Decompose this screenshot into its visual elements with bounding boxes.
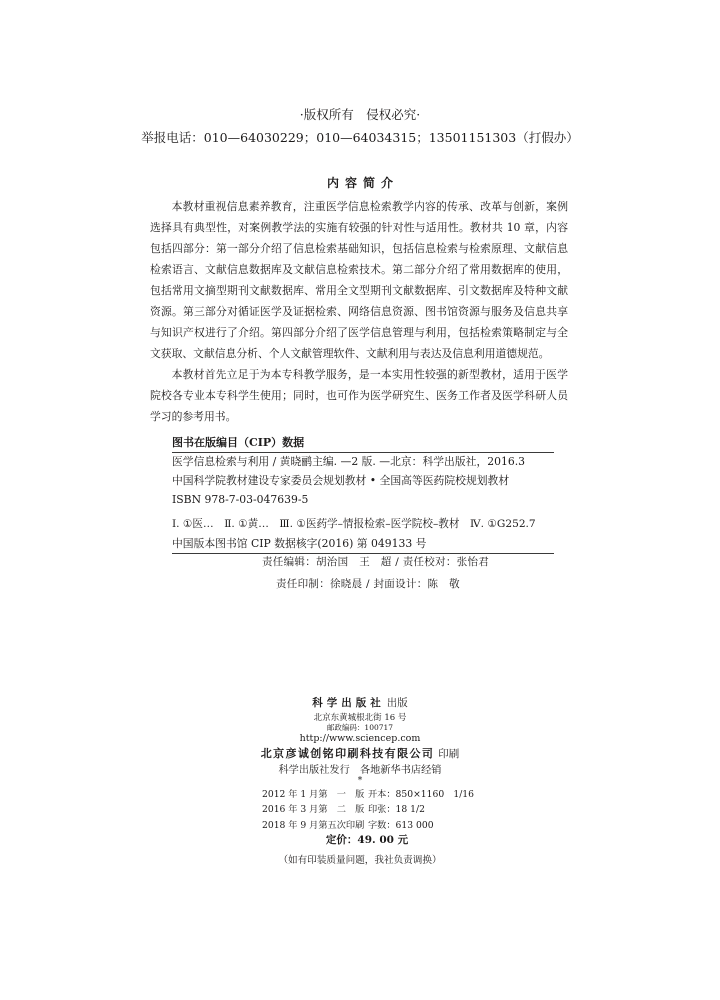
- print-label: 印刷: [438, 748, 460, 760]
- edition-row: [262, 803, 425, 817]
- summary-line: 包括常用文摘型期刊文献数据库、常用全文型期刊文献数据库、引文数据库及特种文献: [150, 284, 568, 297]
- publisher-line: [0, 696, 720, 710]
- summary-line: 包括四部分：第一部分介绍了信息检索基础知识，包括信息检索与检索原理、文献信息: [150, 242, 568, 255]
- piracy-report-hotline: 举报电话：010—64030229；010—64034315；13501151303（打假办）: [141, 130, 579, 145]
- quality-notice: （如有印装质量问题，我社负责调换）: [278, 855, 442, 866]
- edition-info: 2016 年 3 月第 二 版: [262, 804, 365, 815]
- edition-row: [262, 819, 434, 833]
- edition-spec: 印张：18 1/2: [368, 804, 425, 815]
- edition-row: [262, 788, 474, 802]
- publish-label: 出版: [386, 697, 408, 709]
- printer-name: 北京彦诚创铭印刷科技有限公司: [260, 747, 435, 760]
- cip-bottom-rule: [172, 553, 554, 554]
- cip-record-line: 中国科学院教材建设专家委员会规划教材 • 全国高等医药院校规划教材: [172, 474, 510, 487]
- cip-classification: Ⅰ. ①医… Ⅱ. ①黄… Ⅲ. ①医药学–情报检索–医学院校–教材 Ⅳ. ①G252.7: [172, 518, 536, 530]
- summary-line: 资源。第三部分对循证医学及证据检索、网络信息资源、图书馆资源与服务及信息共享: [150, 305, 568, 318]
- summary-line: 与知识产权进行了介绍。第四部分介绍了医学信息管理与利用，包括检索策略制定与全: [150, 326, 568, 339]
- cip-record-line: 医学信息检索与利用 / 黄晓鹂主编. —2 版. —北京：科学出版社，2016.3: [172, 455, 526, 468]
- publisher-postcode: 邮政编码：100717: [326, 723, 394, 732]
- summary-line: 本教材首先立足于为本专科教学服务，是一本实用性较强的新型教材，适用于医学: [171, 368, 568, 381]
- edition-spec: 字数：613 000: [368, 820, 434, 831]
- distribution-line: 科学出版社发行 各地新华书店经销: [278, 765, 442, 776]
- printer-line: [0, 747, 720, 761]
- summary-title: 内容简介: [326, 176, 399, 190]
- summary-line: 文获取、文献信息分析、个人文献管理软件、文献利用与表达及信息利用道德规范。: [150, 347, 550, 360]
- publisher-name: 科学出版社: [312, 697, 385, 709]
- price: 定价：49. 00 元: [325, 834, 409, 846]
- publisher-website: http://www.sciencep.com: [299, 733, 421, 744]
- separator-asterisk: *: [357, 776, 363, 786]
- summary-body: [150, 196, 568, 427]
- cip-heading: 图书在版编目（CIP）数据: [172, 436, 305, 449]
- edition-spec: 开本：850×1160 1/16: [368, 789, 474, 800]
- publisher-address: 北京东黄城根北街 16 号: [313, 713, 407, 723]
- summary-line: 检索语言、文献信息数据库及文献信息检索技术。第二部分介绍了常用数据库的使用，: [150, 263, 568, 276]
- cip-record: [172, 452, 525, 509]
- summary-line: 学习的参考用书。: [150, 410, 237, 423]
- summary-line: 选择具有典型性，对案例教学法的实施有较强的针对性与适用性。教材共 10 章，内容: [150, 221, 568, 234]
- cip-approval-number: 中国版本图书馆 CIP 数据核字(2016) 第 049133 号: [172, 537, 427, 550]
- production-credits-line: 责任印制：徐晓晨 / 封面设计：陈 敬: [276, 578, 460, 590]
- edition-info: 2018 年 9 月第五次印刷: [262, 820, 365, 831]
- edition-info: 2012 年 1 月第 一 版: [262, 789, 365, 800]
- copyright-notice: ·版权所有 侵权必究·: [299, 107, 421, 122]
- summary-line: 本教材重视信息素养教育，注重医学信息检索教学内容的传承、改革与创新，案例: [171, 200, 568, 213]
- editorial-credits-line: 责任编辑：胡治国 王 超 / 责任校对：张怡君: [262, 556, 490, 568]
- summary-line: 院校各专业本专科学生使用；同时，也可作为医学研究生、医务工作者及医学科研人员: [150, 389, 568, 402]
- cip-record-line: ISBN 978-7-03-047639-5: [172, 493, 309, 506]
